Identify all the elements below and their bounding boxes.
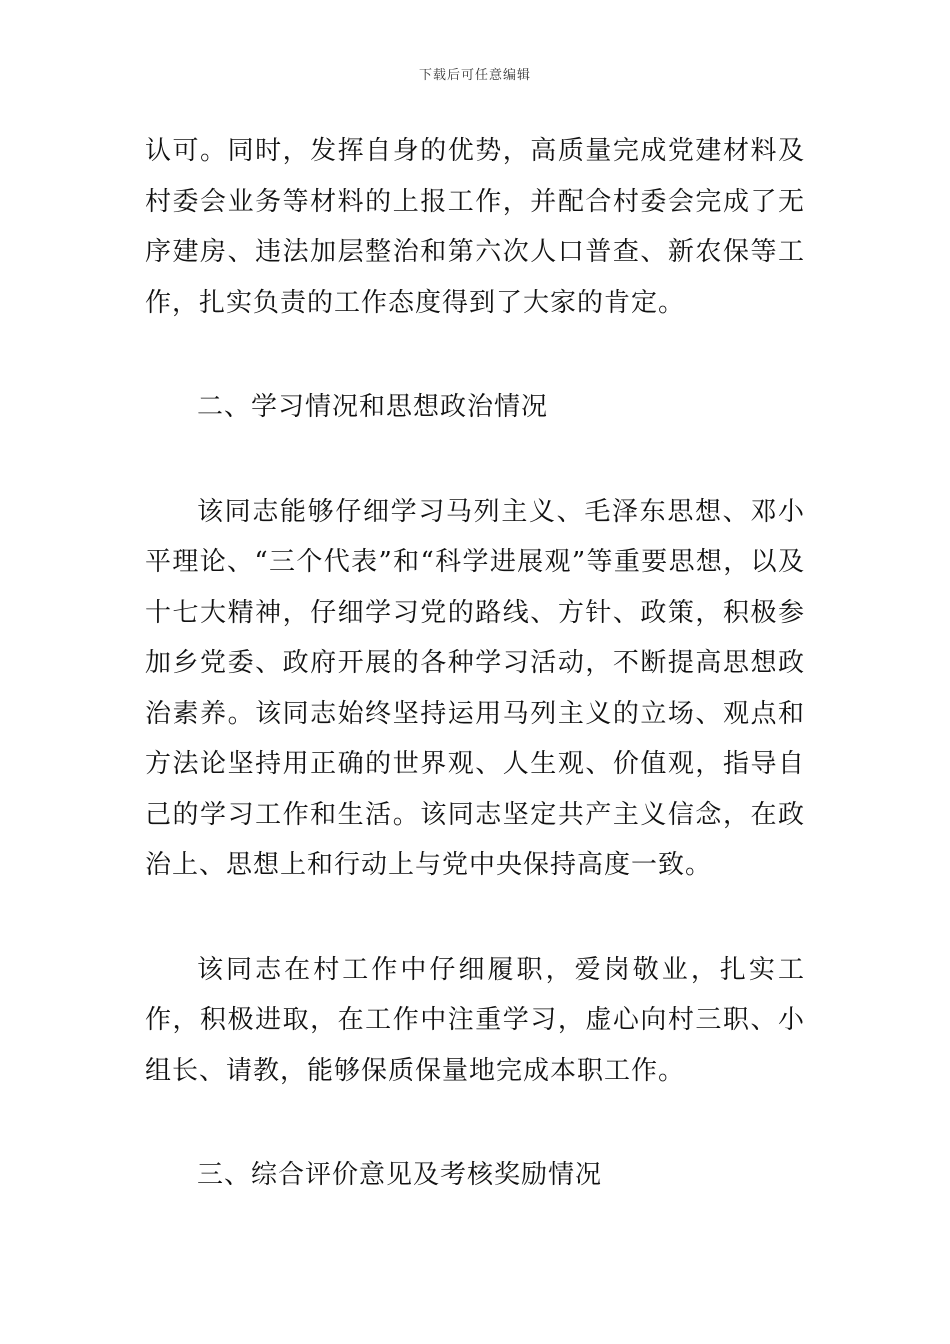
paragraph-continuation: 认可。同时，发挥自身的优势，高质量完成党建材料及村委会业务等材料的上报工作，并配合村委会完成了无序建房、违法加层整治和第六次人口普查、新农保等工作，扎实负责的工作态度得到了大家的肯定。 bbox=[145, 136, 805, 318]
section-heading-study: 二、学习情况和思想政治情况 bbox=[197, 392, 549, 422]
document-body bbox=[145, 126, 805, 1201]
paragraph-work: 该同志在村工作中仔细履职，爱岗敬业，扎实工作，积极进取，在工作中注重学习，虚心向村三职、小组长、请教，能够保质保量地完成本职工作。 bbox=[145, 954, 805, 1086]
paragraph-gap bbox=[145, 1096, 805, 1150]
paragraph-gap bbox=[145, 328, 805, 382]
paragraph-study: 该同志能够仔细学习马列主义、毛泽东思想、邓小平理论、“三个代表”和“科学进展观”等重要思想，以及十七大精神，仔细学习党的路线、方针、政策，积极参加乡党委、政府开展的各种学习活动，不断提高思想政治素养。该同志始终坚持运用马列主义的立场、观点和方法论坚持用正确的世界观、人生观、价值观，指导自己的学习工作和生活。该同志坚定共产主义信念，在政治上、思想上和行动上与党中央保持高度一致。 bbox=[145, 496, 805, 880]
paragraph-gap bbox=[145, 891, 805, 945]
header-note: 下载后可任意编辑 bbox=[418, 68, 531, 83]
section-heading-evaluation: 三、综合评价意见及考核奖励情况 bbox=[197, 1160, 603, 1190]
paragraph-gap bbox=[145, 433, 805, 487]
